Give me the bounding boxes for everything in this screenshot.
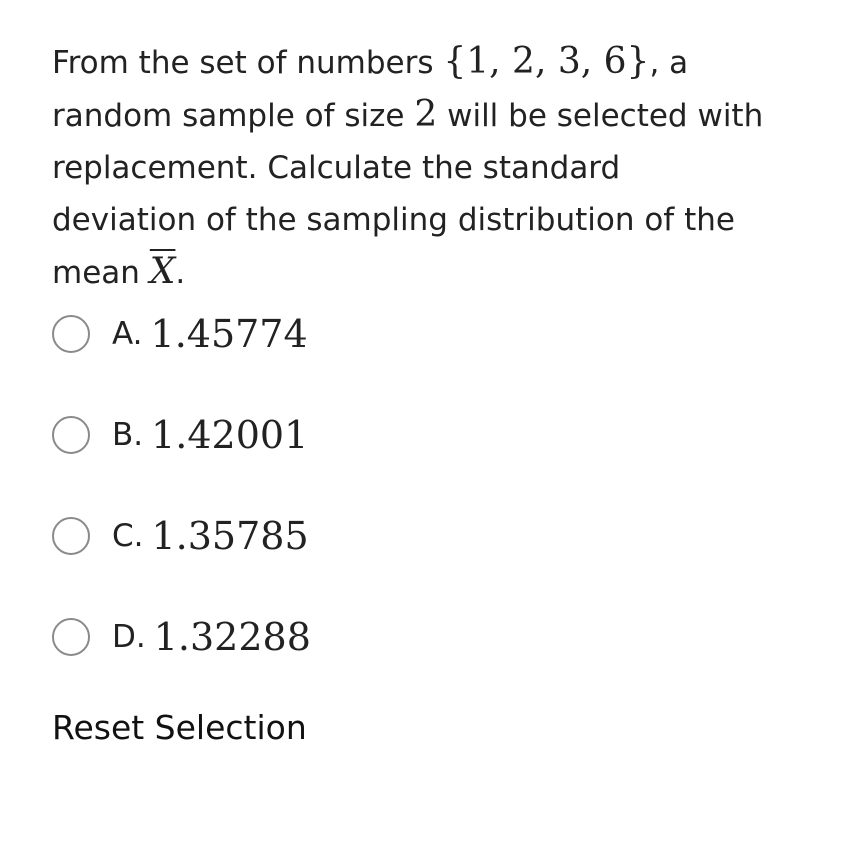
radio-button-b[interactable] bbox=[52, 416, 90, 454]
question-part-3: will be selected with replacement. Calculate the standard deviation of the sampling distribution of the mean bbox=[52, 98, 764, 291]
option-d[interactable] bbox=[52, 607, 311, 667]
option-b-value: 1.42001 bbox=[151, 413, 309, 457]
option-d-letter: D. bbox=[112, 619, 146, 655]
option-c[interactable] bbox=[52, 506, 311, 566]
sample-size: 2 bbox=[414, 94, 438, 135]
answer-options bbox=[52, 304, 311, 708]
question-part-2: , a random sample of size bbox=[52, 45, 689, 134]
radio-button-a[interactable] bbox=[52, 315, 90, 353]
question-part-1: From the set of numbers bbox=[52, 45, 444, 81]
option-b[interactable] bbox=[52, 405, 311, 465]
radio-button-d[interactable] bbox=[52, 618, 90, 656]
option-c-value: 1.35785 bbox=[151, 514, 309, 558]
option-a-letter: A. bbox=[112, 316, 143, 352]
option-a[interactable] bbox=[52, 304, 311, 364]
number-set: {1, 2, 3, 6} bbox=[443, 41, 650, 82]
mean-variable: $\overline{X}$ bbox=[149, 251, 176, 292]
option-d-value: 1.32288 bbox=[153, 615, 311, 659]
radio-button-c[interactable] bbox=[52, 517, 90, 555]
option-b-letter: B. bbox=[112, 417, 144, 453]
question-text bbox=[52, 36, 772, 299]
reset-selection-button[interactable]: Reset Selection bbox=[52, 708, 307, 747]
question-part-4: . bbox=[175, 255, 186, 291]
option-a-value: 1.45774 bbox=[150, 312, 308, 356]
option-c-letter: C. bbox=[112, 518, 144, 554]
